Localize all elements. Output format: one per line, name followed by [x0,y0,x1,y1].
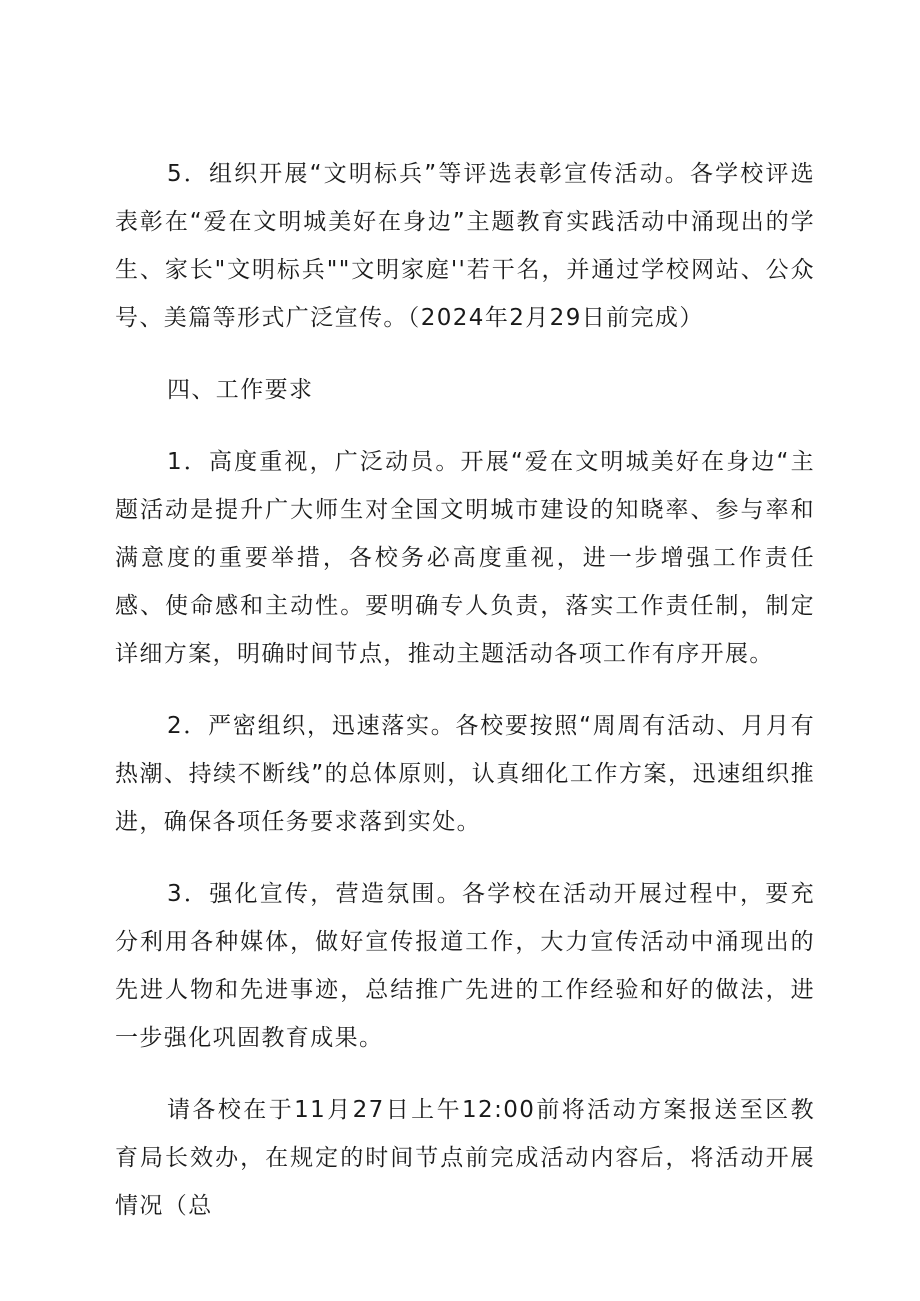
closing-paragraph: 请各校在于11月27日上午12:00前将活动方案报送至区教育局长效办，在规定的时间节点前完成活动内容后，将活动开展情况（总 [115,1097,815,1219]
requirement-paragraph-2: 2．严密组织，迅速落实。各校要按照“周周有活动、月月有热潮、持续不断线”的总体原则，认真细化工作方案，迅速组织推进，确保各项任务要求落到实处。 [115,713,815,835]
section-heading: 四、工作要求 [167,377,314,403]
paragraph-item-5: 5．组织开展“文明标兵”等评选表彰宣传活动。各学校评选表彰在“爱在文明城美好在身边”主题教育实践活动中涌现出的学生、家长"文明标兵""文明家庭''若干名，并通过学校网站、公众号、美篇等形式广泛宣传。（2024年2月29日前完成） [115,161,815,331]
requirement-paragraph-3: 3．强化宣传，营造氛围。各学校在活动开展过程中，要充分利用各种媒体，做好宣传报道工作，大力宣传活动中涌现出的先进人物和先进事迹，总结推广先进的工作经验和好的做法，进一步强化巩固教育成果。 [115,881,815,1051]
requirement-paragraph-1: 1．高度重视，广泛动员。开展“爱在文明城美好在身边“主题活动是提升广大师生对全国文明城市建设的知晓率、参与率和满意度的重要举措，各校务必高度重视，进一步增强工作责任感、使命感和主动性。要明确专人负责，落实工作责任制，制定详细方案，明确时间节点，推动主题活动各项工作有序开展。 [115,449,815,667]
